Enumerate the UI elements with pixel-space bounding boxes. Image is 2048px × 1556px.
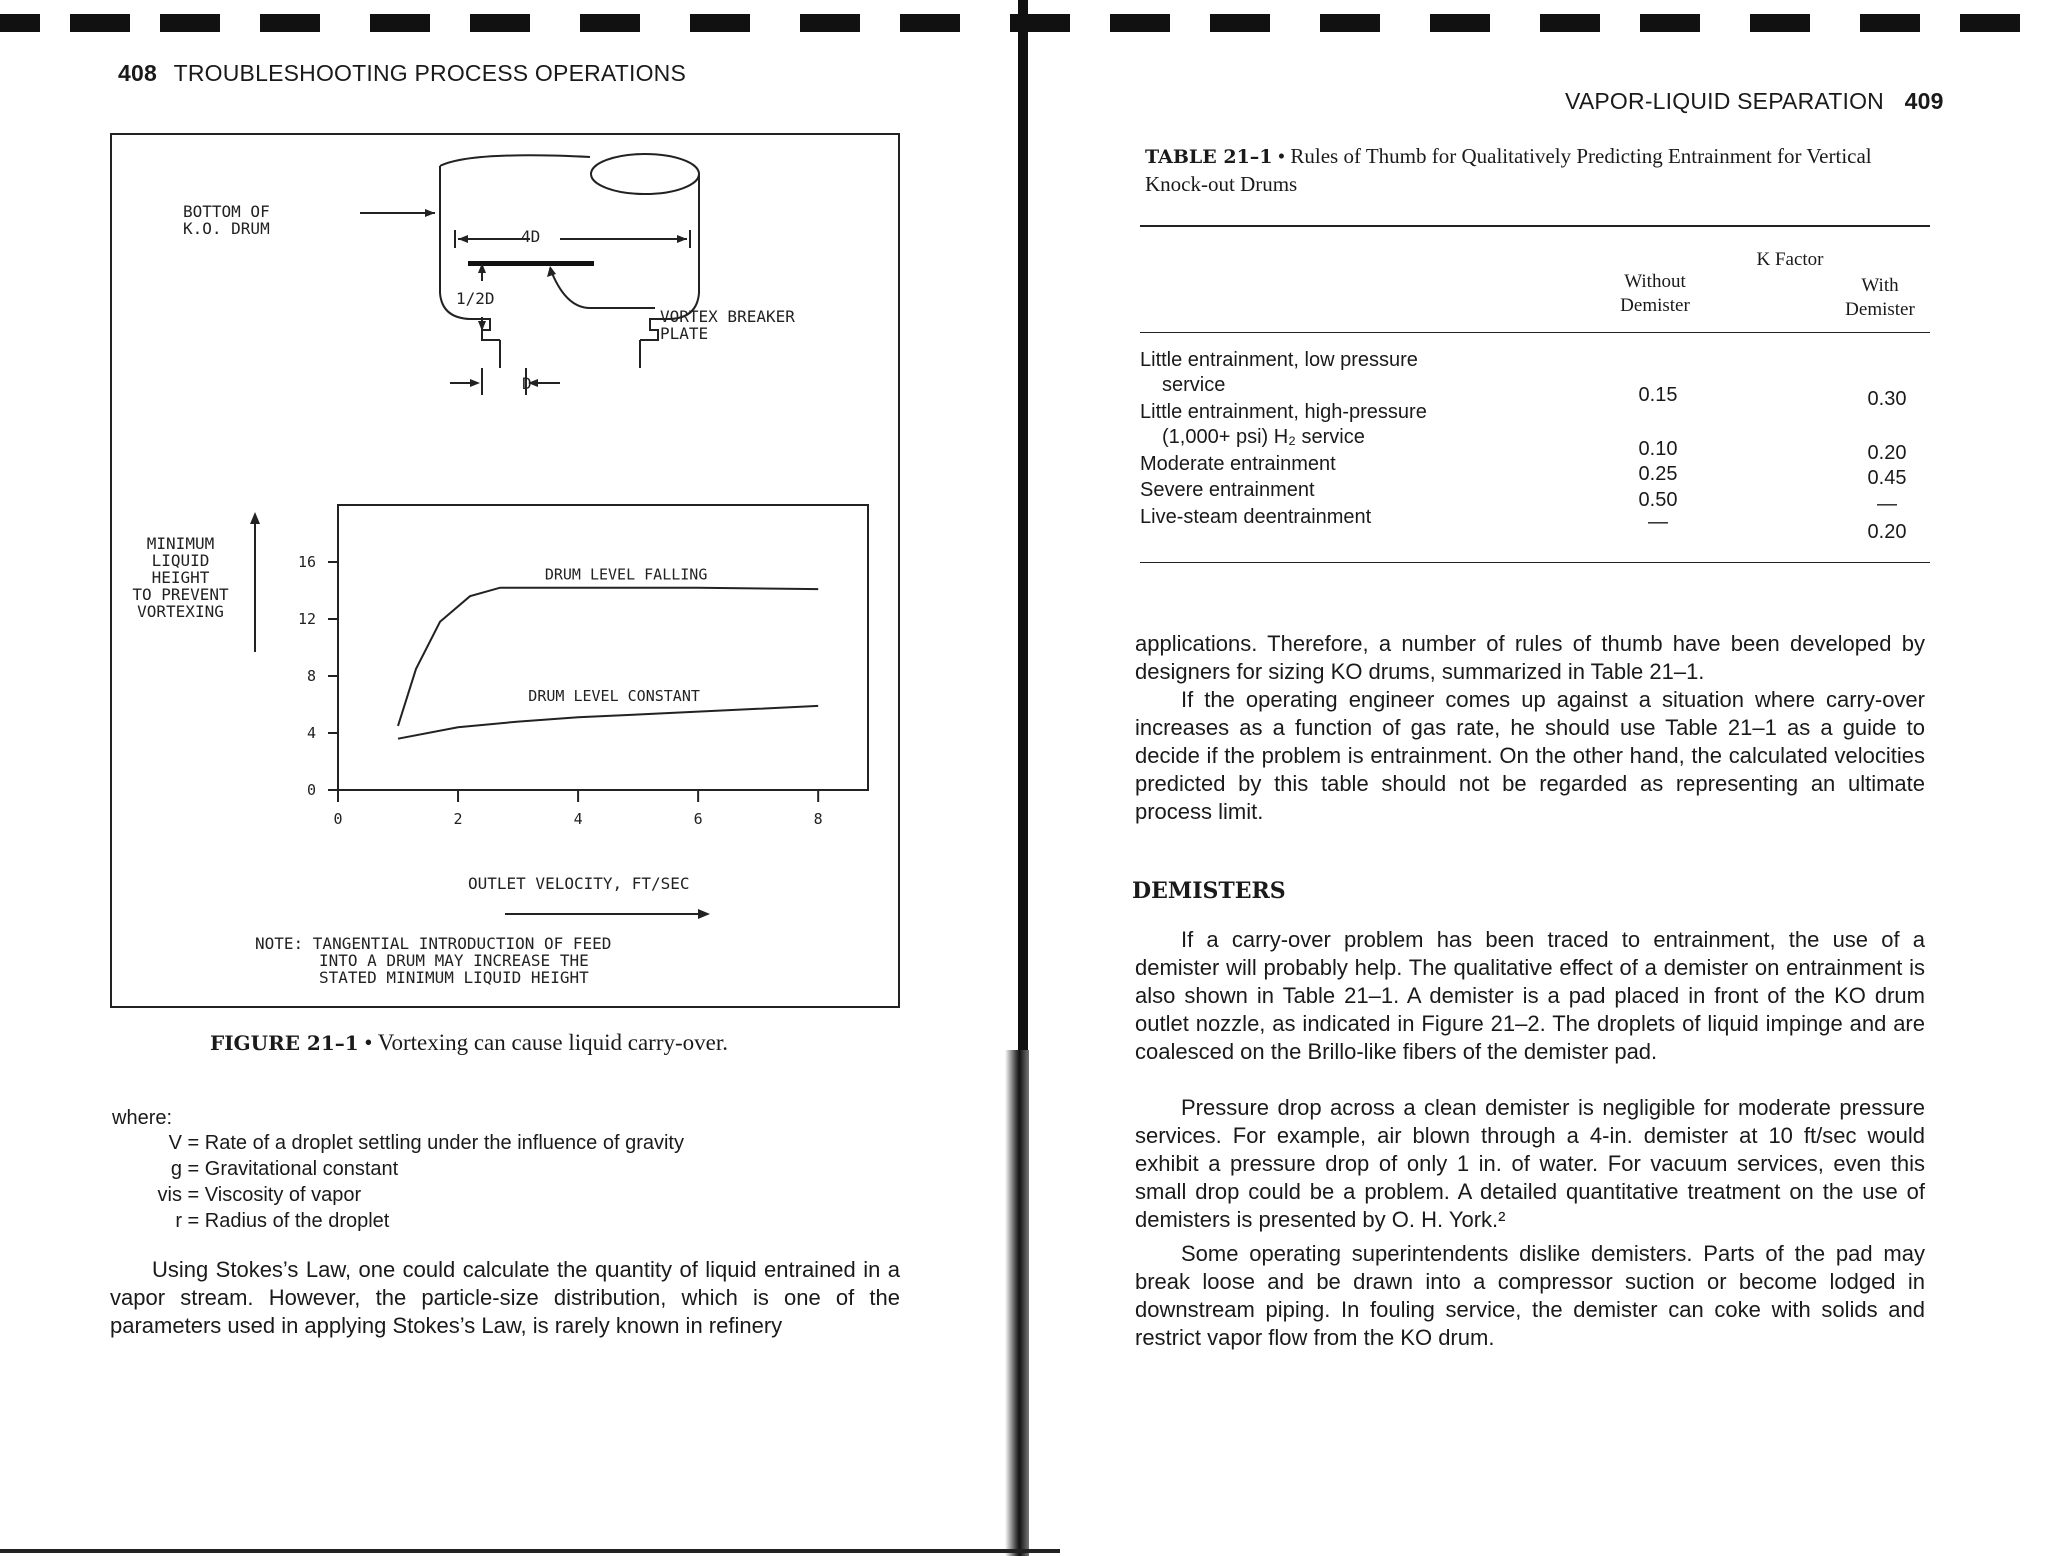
y-label-line-3: HEIGHT — [151, 568, 210, 587]
table-row-label — [1140, 505, 1371, 530]
y-label-line-4: TO PREVENT — [132, 585, 229, 604]
y-tick-label: 4 — [306, 724, 316, 742]
label-bottom-of-drum — [183, 203, 270, 237]
where-symbol: g — [170, 1158, 182, 1180]
cell-with: 0.30 — [1867, 388, 1907, 410]
note-line-1: NOTE: TANGENTIAL INTRODUCTION OF FEED — [255, 934, 612, 953]
y-tick-label: 16 — [297, 553, 316, 571]
x-tick-label: 0 — [333, 810, 343, 828]
note-line-2: INTO A DRUM MAY INCREASE THE — [319, 951, 589, 970]
row-label-line: service — [1162, 374, 1226, 396]
table-row-label — [1140, 348, 1418, 398]
row-label-line: Severe entrainment — [1140, 479, 1315, 501]
y-label-line-2: LIQUID — [151, 551, 210, 570]
label-vortex-breaker-line2: PLATE — [660, 324, 709, 343]
where-symbol: V — [168, 1132, 182, 1154]
cell-without: 0.10 — [1638, 438, 1678, 460]
page-bottom-edge — [0, 1549, 1060, 1553]
left-paragraph: Using Stokes’s Law, one could calculate the quantity of liquid entrained in a vapor stream. However, the particle-size distribution, which is one of the parameters used in applying Stokes’s Law, is rarely known in refinery — [110, 1257, 900, 1338]
where-symbol: r — [175, 1210, 182, 1232]
cell-with: 0.20 — [1867, 521, 1907, 543]
cell-with: 0.45 — [1867, 467, 1907, 489]
where-item: V = Rate of a droplet settling under the influence of gravity — [150, 1130, 684, 1156]
right-running-head — [1565, 88, 1944, 115]
x-axis-arrow — [505, 908, 710, 920]
cell-with: — — [1877, 493, 1897, 515]
left-running-head — [118, 60, 686, 87]
where-item: vis = Viscosity of vapor — [150, 1182, 361, 1208]
where-item: g = Gravitational constant — [150, 1156, 398, 1182]
cell-with: 0.20 — [1867, 442, 1907, 464]
table-title-number: TABLE 21–1 — [1145, 146, 1273, 168]
table-row-label — [1140, 452, 1336, 477]
table-col-with — [1820, 274, 1940, 322]
drum-left-wall — [440, 166, 500, 340]
cell-without: 0.15 — [1638, 384, 1678, 406]
drum-top-ellipse — [591, 154, 699, 194]
where-label: where: — [112, 1107, 173, 1129]
label-vortex-breaker — [660, 308, 795, 342]
y-tick-label: 0 — [306, 781, 316, 799]
label-vortex-breaker-line1: VORTEX BREAKER — [660, 307, 795, 326]
label-half-d: 1/2D — [456, 289, 495, 308]
col-with-line2: Demister — [1845, 299, 1915, 320]
where-definition: Radius of the droplet — [204, 1210, 390, 1232]
x-tick-label: 2 — [453, 810, 463, 828]
gutter-shadow — [1005, 1050, 1029, 1556]
x-axis-label: OUTLET VELOCITY, FT/SEC — [468, 874, 690, 893]
figure-note — [255, 935, 611, 986]
y-axis-arrow — [245, 512, 265, 654]
where-definition: Rate of a droplet settling under the influence of gravity — [204, 1132, 684, 1154]
row-label-line: Little entrainment, high-pressure — [1140, 401, 1427, 423]
y-label-line-1: MINIMUM — [146, 534, 215, 553]
right-paragraph-3: If a carry-over problem has been traced to entrainment, the use of a demister will probably help. The qualitative effect of a demister on entrainment is also shown in Table 21–1. A demister is a pad placed in front of the KO drum outlet nozzle, as indicated in Figure 21–2. The droplets of liquid impinge and are coalesced on the Brillo-like fibers of the demister pad. — [1135, 927, 1925, 1064]
left-page-number: 408 — [118, 60, 157, 86]
cell-without: — — [1648, 511, 1668, 533]
drum-top-curve — [440, 155, 590, 166]
row-label-line: Live-steam deentrainment — [1140, 506, 1372, 528]
ko-drum-diagram — [110, 133, 900, 423]
table-title-text: Rules of Thumb for Qualitatively Predicting Entrainment for Vertical Knock-out Drums — [1145, 144, 1872, 196]
cell-without: 0.25 — [1638, 463, 1678, 485]
x-tick-label: 8 — [813, 810, 823, 828]
vortex-leader — [550, 268, 630, 308]
col-without-line2: Demister — [1620, 295, 1690, 316]
y-tick-label: 8 — [306, 667, 316, 685]
where-item: r = Radius of the droplet — [150, 1208, 389, 1234]
label-bottom-of: BOTTOM OF — [183, 202, 270, 221]
right-paragraph-5: Some operating superintendents dislike demisters. Parts of the pad may break loose and be drawn into a compressor suction or become lodged in downstream piping. In fouling service, the demister can coke with solids and restrict vapor flow from the KO drum. — [1135, 1241, 1925, 1350]
right-running-title: VAPOR-LIQUID SEPARATION — [1565, 88, 1884, 114]
figure-caption-text: Vortexing can cause liquid carry-over. — [377, 1030, 728, 1055]
series-line-drum-level-falling — [398, 588, 818, 726]
label-d: D — [522, 374, 532, 393]
x-tick-label: 6 — [693, 810, 703, 828]
y-axis-label — [128, 535, 233, 620]
right-paragraph-2: If the operating engineer comes up against a situation where carry-over increases as a function of gas rate, he should use Table 21–1 as a guide to decide if the problem is entrainment. On the other hand, the calculated velocities predicted by this table should not be regarded as representing an ultimate process limit. — [1135, 687, 1925, 824]
figure-caption-number: FIGURE 21–1 — [210, 1031, 359, 1055]
col-without-line1: Without — [1624, 271, 1686, 292]
right-paragraph-1: applications. Therefore, a number of rules of thumb have been developed by designers for sizing KO drums, summarized in Table 21–1. — [1135, 631, 1925, 684]
row-label-line: Little entrainment, low pressure — [1140, 349, 1418, 371]
figure-caption: FIGURE 21–1 • Vortexing can cause liquid carry-over. — [210, 1030, 728, 1055]
table-row-label — [1140, 478, 1315, 503]
table-bottom-rule — [1140, 562, 1930, 563]
table-header-rule — [1140, 332, 1930, 333]
right-paragraph-4: Pressure drop across a clean demister is negligible for moderate pressure services. For example, air blown through a 4-in. demister at 10 ft/sec would exhibit a pressure drop of only 1 in. of water. For vacuum services, even this small drop could be a problem. A detailed quantitative treatment on the use of demisters is presented by O. H. York.² — [1135, 1095, 1925, 1232]
col-with-line1: With — [1861, 275, 1899, 296]
label-ko-drum: K.O. DRUM — [183, 219, 270, 238]
y-label-line-5: VORTEXING — [137, 602, 224, 621]
vortexing-chart — [280, 495, 900, 840]
series-line-drum-level-constant — [398, 706, 818, 739]
x-tick-label: 4 — [573, 810, 583, 828]
plot-frame — [338, 505, 868, 790]
table-row-label — [1140, 400, 1427, 450]
note-line-3: STATED MINIMUM LIQUID HEIGHT — [319, 968, 589, 987]
vortex-breaker-plate — [468, 261, 594, 266]
left-running-title: TROUBLESHOOTING PROCESS OPERATIONS — [173, 60, 687, 86]
row-label-line: (1,000+ psi) H₂ service — [1162, 426, 1365, 448]
label-4d: 4D — [521, 227, 541, 246]
where-definition: Gravitational constant — [204, 1158, 399, 1180]
where-definition: Viscosity of vapor — [204, 1184, 362, 1206]
y-tick-label: 12 — [297, 610, 316, 628]
where-symbol: vis — [157, 1184, 182, 1206]
right-page-number: 409 — [1904, 88, 1944, 114]
table-col-without — [1590, 270, 1720, 318]
table-top-rule — [1140, 225, 1930, 227]
series-label: DRUM LEVEL FALLING — [544, 565, 708, 584]
table-group-header: K Factor — [1756, 249, 1824, 270]
table-title: TABLE 21–1 • Rules of Thumb for Qualitatively Predicting Entrainment for Vertical Knock-out Drums — [1145, 144, 1872, 196]
section-heading-demisters: DEMISTERS — [1132, 878, 1286, 904]
cell-without: 0.50 — [1638, 489, 1678, 511]
bottom-of-arrowhead — [425, 209, 435, 217]
row-label-line: Moderate entrainment — [1140, 453, 1336, 475]
series-label: DRUM LEVEL CONSTANT — [528, 686, 700, 705]
